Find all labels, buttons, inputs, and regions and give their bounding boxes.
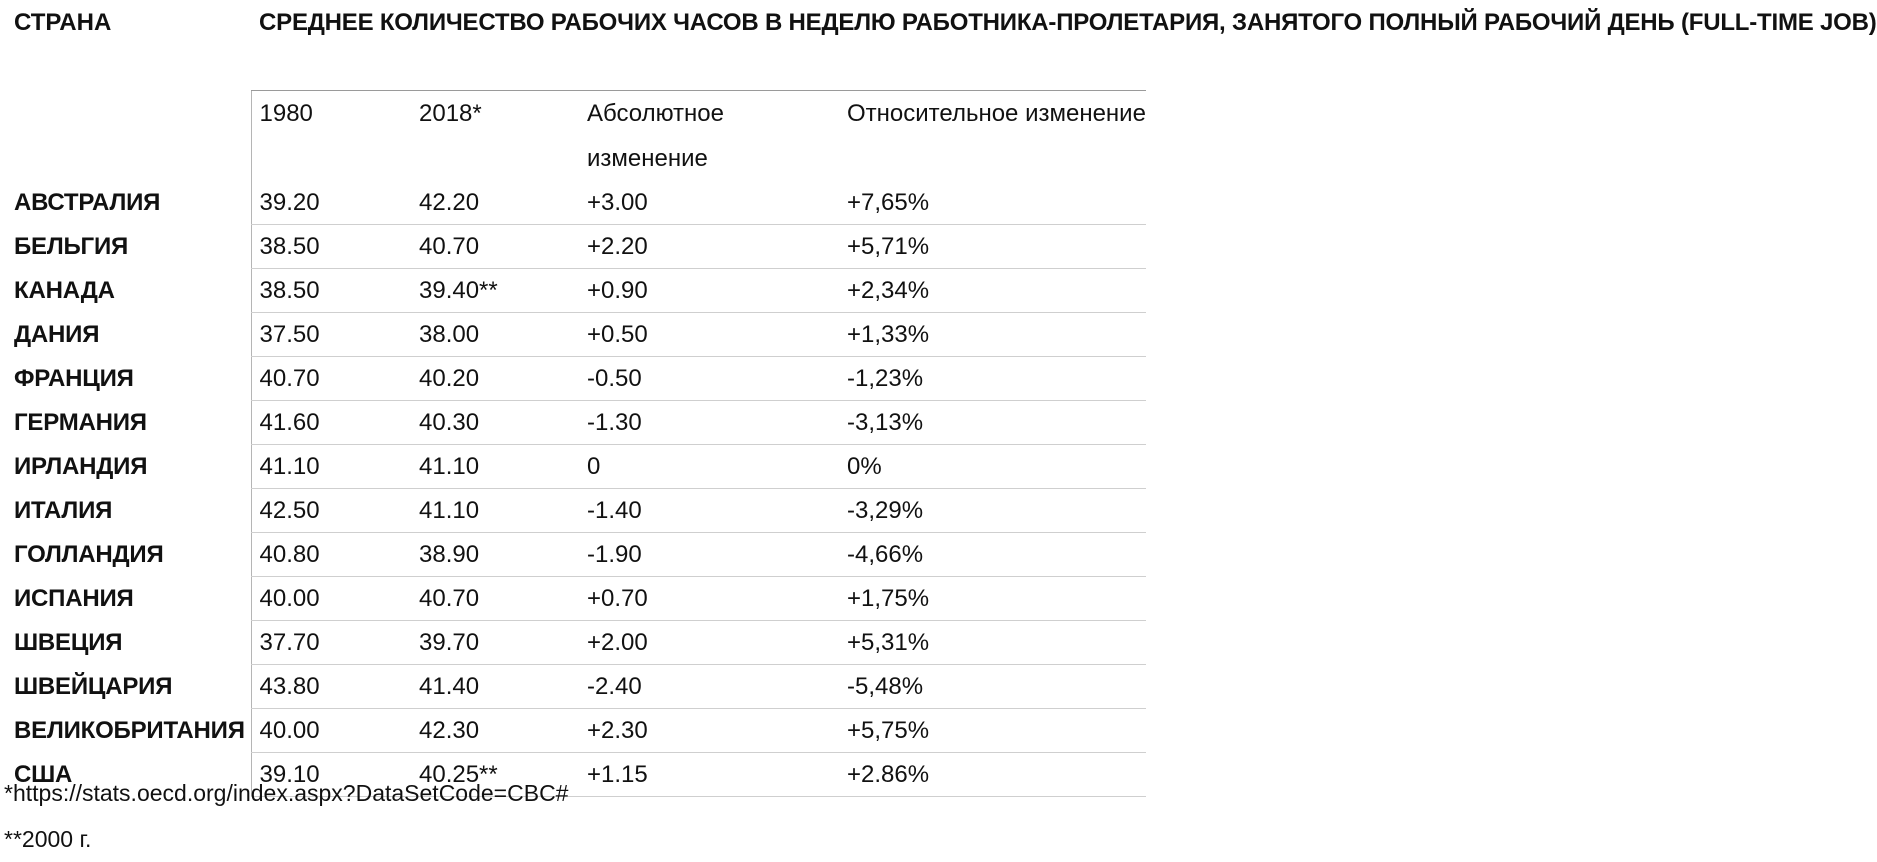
value-1980-cell: 37.70 xyxy=(251,621,411,665)
value-1980-cell: 37.50 xyxy=(251,313,411,357)
value-2018-cell: 40.20 xyxy=(411,357,579,401)
absolute-change-cell: +0.70 xyxy=(579,577,839,621)
relative-change-cell: +1,33% xyxy=(839,313,1146,357)
value-2018-cell: 40.25** xyxy=(411,753,579,797)
table-title: СРЕДНЕЕ КОЛИЧЕСТВО РАБОЧИХ ЧАСОВ В НЕДЕЛЮ РАБОТНИКА-ПРОЛЕТАРИЯ, ЗАНЯТОГО ПОЛНЫЙ РАБОЧИЙ ДЕНЬ (FULL-TIME JOB) xyxy=(251,0,1146,91)
value-1980-cell: 38.50 xyxy=(251,225,411,269)
absolute-change-cell: -1.40 xyxy=(579,489,839,533)
table-row xyxy=(6,445,1146,489)
value-1980-cell: 42.50 xyxy=(251,489,411,533)
relative-change-cell: -5,48% xyxy=(839,665,1146,709)
relative-change-cell: -3,29% xyxy=(839,489,1146,533)
absolute-change-cell: -1.30 xyxy=(579,401,839,445)
value-1980-cell: 40.70 xyxy=(251,357,411,401)
value-2018-cell: 40.70 xyxy=(411,225,579,269)
relative-change-cell: +7,65% xyxy=(839,181,1146,225)
absolute-change-cell: -1.90 xyxy=(579,533,839,577)
value-1980-cell: 39.20 xyxy=(251,181,411,225)
table-row xyxy=(6,577,1146,621)
value-2018-cell: 41.10 xyxy=(411,489,579,533)
relative-change-cell: +2.86% xyxy=(839,753,1146,797)
absolute-change-cell: +2.00 xyxy=(579,621,839,665)
relative-change-cell: -4,66% xyxy=(839,533,1146,577)
footnote-year-note: **2000 г. xyxy=(4,826,92,852)
relative-change-cell: +1,75% xyxy=(839,577,1146,621)
value-2018-cell: 39.40** xyxy=(411,269,579,313)
table-row xyxy=(6,357,1146,401)
absolute-change-cell: +2.30 xyxy=(579,709,839,753)
value-1980-cell: 41.10 xyxy=(251,445,411,489)
table-row xyxy=(6,533,1146,577)
table-row xyxy=(6,709,1146,753)
country-cell: ГЕРМАНИЯ xyxy=(14,409,147,436)
value-2018-cell: 40.30 xyxy=(411,401,579,445)
table-row xyxy=(6,665,1146,709)
value-2018-cell: 40.70 xyxy=(411,577,579,621)
value-2018-cell: 38.00 xyxy=(411,313,579,357)
table-row xyxy=(6,269,1146,313)
table-title-row xyxy=(6,0,1146,91)
country-cell: БЕЛЬГИЯ xyxy=(14,233,129,260)
value-2018-cell: 42.20 xyxy=(411,181,579,225)
column-header-2018: 2018* xyxy=(419,100,482,127)
column-header-row xyxy=(6,91,1146,182)
country-cell: ШВЕЦИЯ xyxy=(14,629,123,656)
relative-change-cell: -1,23% xyxy=(839,357,1146,401)
value-1980-cell: 38.50 xyxy=(251,269,411,313)
table-row xyxy=(6,181,1146,225)
country-cell: ФРАНЦИЯ xyxy=(14,365,134,392)
table-row xyxy=(6,621,1146,665)
absolute-change-cell: +3.00 xyxy=(579,181,839,225)
country-cell: ВЕЛИКОБРИТАНИЯ xyxy=(14,717,245,744)
table-row xyxy=(6,489,1146,533)
value-2018-cell: 38.90 xyxy=(411,533,579,577)
country-cell: ГОЛЛАНДИЯ xyxy=(14,541,164,568)
relative-change-cell: -3,13% xyxy=(839,401,1146,445)
table-row xyxy=(6,225,1146,269)
value-1980-cell: 43.80 xyxy=(251,665,411,709)
country-header-spacer xyxy=(6,91,251,182)
country-cell: ДАНИЯ xyxy=(14,321,100,348)
value-2018-cell: 41.10 xyxy=(411,445,579,489)
country-cell: ИРЛАНДИЯ xyxy=(14,453,148,480)
value-1980-cell: 40.80 xyxy=(251,533,411,577)
relative-change-cell: +2,34% xyxy=(839,269,1146,313)
country-cell: КАНАДА xyxy=(14,277,115,304)
country-cell: ИТАЛИЯ xyxy=(14,497,113,524)
relative-change-cell: 0% xyxy=(839,445,1146,489)
absolute-change-cell: -2.40 xyxy=(579,665,839,709)
value-1980-cell: 41.60 xyxy=(251,401,411,445)
absolute-change-cell: +1.15 xyxy=(579,753,839,797)
country-cell: ИСПАНИЯ xyxy=(14,585,134,612)
absolute-change-cell: -0.50 xyxy=(579,357,839,401)
value-1980-cell: 39.10 xyxy=(251,753,411,797)
country-column-header: СТРАНА xyxy=(14,9,112,36)
value-2018-cell: 39.70 xyxy=(411,621,579,665)
absolute-change-cell: +2.20 xyxy=(579,225,839,269)
table-row xyxy=(6,313,1146,357)
column-header-1980: 1980 xyxy=(251,91,411,182)
column-header-absolute-change: Абсолютное изменение xyxy=(587,100,724,172)
country-cell: ШВЕЙЦАРИЯ xyxy=(14,673,173,700)
absolute-change-cell: +0.50 xyxy=(579,313,839,357)
column-header-relative-change: Относительное изменение xyxy=(847,100,1146,127)
value-2018-cell: 41.40 xyxy=(411,665,579,709)
absolute-change-cell: 0 xyxy=(579,445,839,489)
value-2018-cell: 42.30 xyxy=(411,709,579,753)
relative-change-cell: +5,71% xyxy=(839,225,1146,269)
country-cell: АВСТРАЛИЯ xyxy=(14,189,161,217)
country-cell: США xyxy=(14,761,73,788)
absolute-change-cell: +0.90 xyxy=(579,269,839,313)
relative-change-cell: +5,75% xyxy=(839,709,1146,753)
table-row xyxy=(6,401,1146,445)
footnote-source: *https://stats.oecd.org/index.aspx?DataSetCode=CBC# xyxy=(4,780,569,806)
value-1980-cell: 40.00 xyxy=(251,709,411,753)
work-hours-table xyxy=(6,0,1877,797)
footnotes xyxy=(4,770,568,862)
relative-change-cell: +5,31% xyxy=(839,621,1146,665)
value-1980-cell: 40.00 xyxy=(251,577,411,621)
